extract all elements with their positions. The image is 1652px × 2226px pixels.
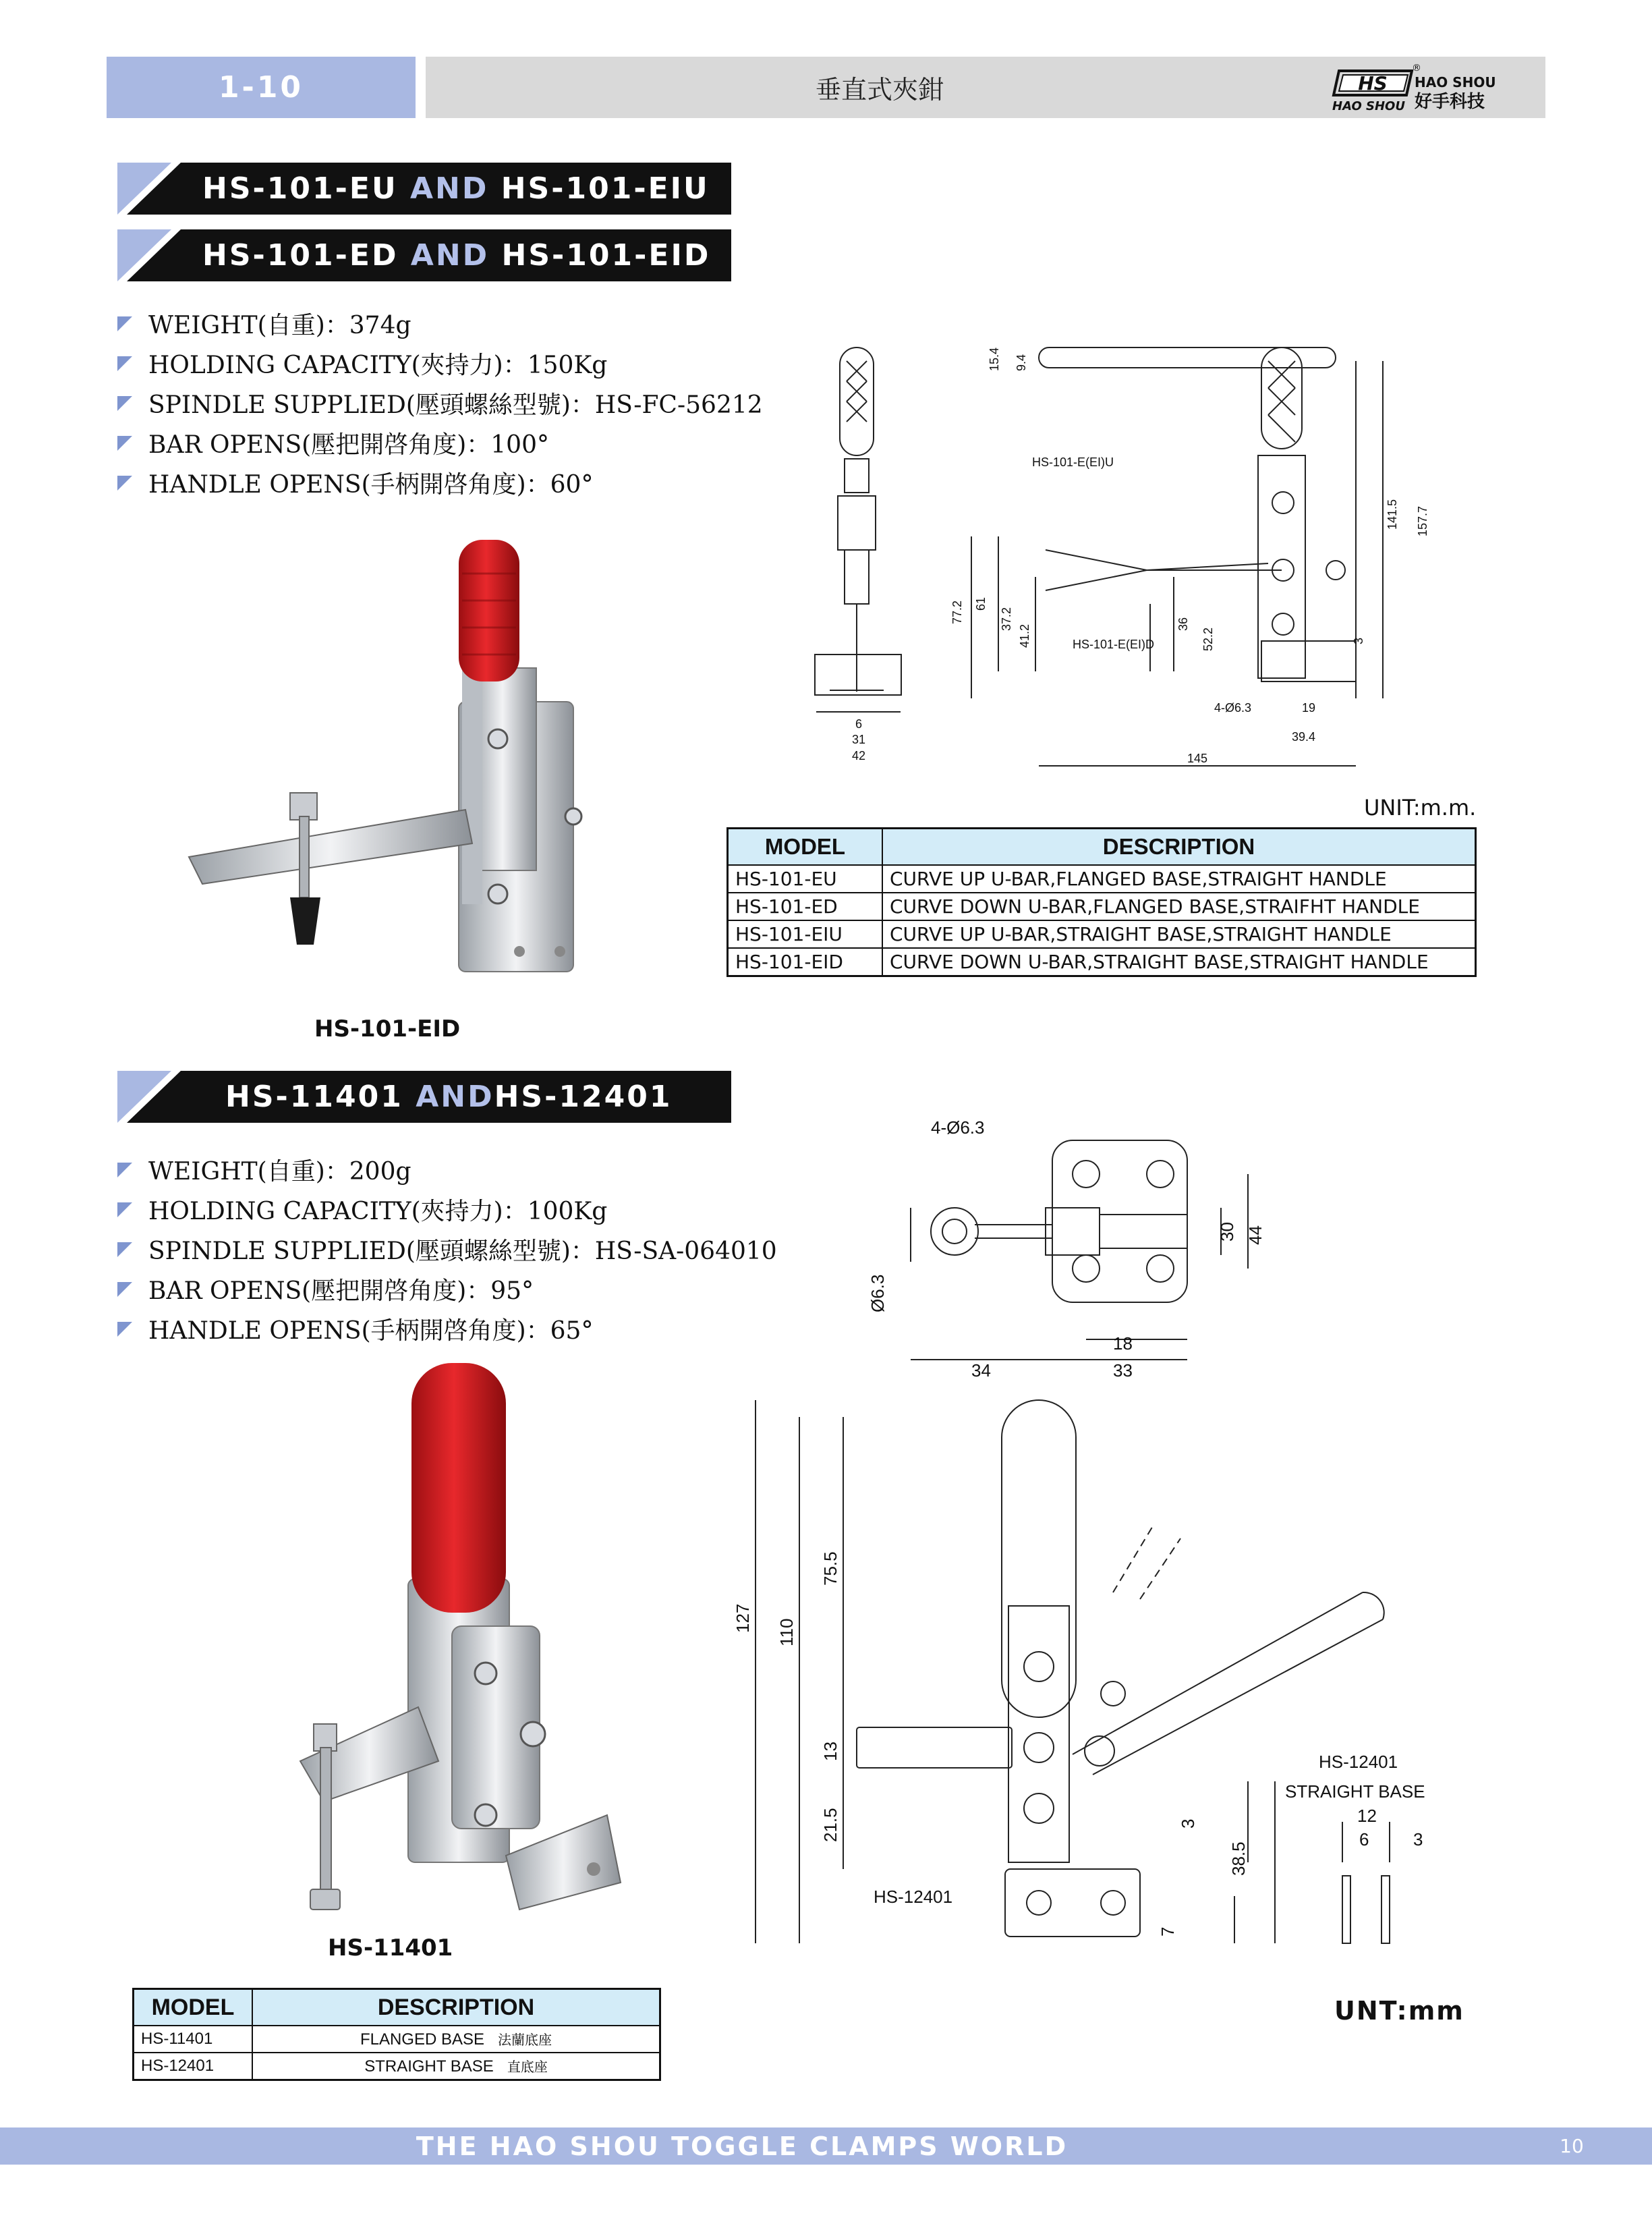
cell-model: HS-12401 [134, 2053, 253, 2080]
photo-caption-2: HS-11401 [328, 1935, 453, 1961]
section2-banner [117, 1071, 731, 1123]
spec-weight [117, 304, 763, 343]
dim: 157.7 [1416, 505, 1429, 536]
model-table-2 [132, 1988, 661, 2081]
cell-description [252, 2026, 660, 2053]
banner-model-2: HS-101-EIU [501, 171, 710, 206]
logo-mark-text: HS [1358, 72, 1388, 94]
dim: 61 [974, 596, 988, 611]
cell-description: CURVE DOWN U-BAR,FLANGED BASE,STRAIFHT HANDLE [882, 893, 1476, 920]
bullet-triangle-icon [117, 396, 132, 411]
dim: 145 [1187, 752, 1208, 765]
table-row [728, 948, 1476, 976]
dim: 38.5 [1228, 1841, 1249, 1876]
dim: 33 [1113, 1360, 1133, 1381]
cell-model: HS-11401 [134, 2026, 253, 2053]
banner-model-2: HS-101-EID [501, 238, 711, 273]
dim: 30 [1217, 1222, 1237, 1242]
dim: 77.2 [950, 600, 964, 624]
table-row [728, 920, 1476, 948]
dim: 31 [852, 733, 866, 746]
table-row [728, 893, 1476, 920]
dim: 6 [1359, 1829, 1369, 1849]
spec-handle-opens [117, 463, 763, 503]
spec-weight [117, 1150, 777, 1190]
unit-label-2: UNT:mm [1334, 1996, 1464, 2026]
bullet-triangle-icon [117, 1202, 132, 1217]
spec-text: BAR OPENS(壓把開啓角度)：100° [148, 431, 549, 459]
cell-model: HS-101-EID [728, 948, 883, 976]
spec-spindle [117, 1229, 777, 1269]
spec-text: SPINDLE SUPPLIED(壓頭螺絲型號)：HS-FC-56212 [148, 391, 763, 419]
table-row [134, 2026, 660, 2053]
spec-text: HOLDING CAPACITY(夾持力)：100Kg [148, 1198, 608, 1225]
dim: 18 [1113, 1333, 1133, 1354]
banner-model-1: HS-11401 [225, 1080, 403, 1114]
technical-drawing-hs-11401 [735, 1107, 1511, 1970]
desc-en: FLANGED BASE [360, 2030, 485, 2049]
banner-model-1: HS-101-EU [202, 171, 398, 206]
bullet-triangle-icon [117, 476, 132, 491]
page-title: 垂直式夾鉗 [815, 75, 944, 105]
product-photo-hs-101-eid [175, 533, 607, 992]
dim: 41.2 [1018, 623, 1031, 648]
dim: 39.4 [1292, 730, 1316, 744]
cell-model: HS-101-EIU [728, 920, 883, 948]
banner-and: AND [410, 171, 489, 206]
bullet-triangle-icon [117, 436, 132, 451]
model-table-1 [727, 827, 1477, 977]
col-description: DESCRIPTION [882, 829, 1476, 866]
bullet-triangle-icon [117, 316, 132, 331]
logo-brand-cn: 好手科技 [1415, 92, 1485, 112]
dim: 127 [733, 1603, 753, 1633]
banner-model-1: HS-101-ED [202, 238, 399, 273]
dim: 75.5 [820, 1551, 841, 1586]
desc-cn: 直底座 [507, 2060, 548, 2075]
page-number: 10 [1560, 2135, 1584, 2157]
spec-text: BAR OPENS(壓把開啓角度)：95° [148, 1277, 534, 1305]
dim: 44 [1245, 1225, 1265, 1245]
dim: 110 [776, 1618, 797, 1646]
straight-base-sub: STRAIGHT BASE [1285, 1781, 1425, 1802]
spec-capacity [117, 343, 763, 383]
cell-description: CURVE DOWN U-BAR,STRAIGHT BASE,STRAIGHT HANDLE [882, 948, 1476, 976]
dim: 3 [1352, 637, 1365, 644]
dim: 15.4 [988, 347, 1001, 371]
dim: 21.5 [820, 1808, 841, 1842]
spec-capacity [117, 1190, 777, 1229]
dim: 36 [1176, 617, 1190, 631]
spec-text: WEIGHT(自重)：200g [148, 1158, 411, 1186]
product-photo-hs-11401 [283, 1356, 634, 1923]
col-description: DESCRIPTION [252, 1989, 660, 2026]
desc-cn: 法蘭底座 [498, 2033, 552, 2048]
spec-bar-opens [117, 423, 763, 463]
footer-text: THE HAO SHOU TOGGLE CLAMPS WORLD [416, 2131, 1069, 2161]
page-code: 1-10 [107, 57, 416, 118]
section1-banner-1 [117, 163, 731, 215]
technical-drawing-hs-101 [796, 334, 1444, 779]
table-row [134, 2053, 660, 2080]
label-holes: 4-Ø6.3 [1214, 701, 1252, 715]
section1-specs [117, 304, 763, 503]
hs-logo-icon [1332, 64, 1541, 113]
table-row [728, 865, 1476, 893]
bullet-triangle-icon [117, 356, 132, 371]
spec-text: HANDLE OPENS(手柄開啓角度)：60° [148, 471, 594, 499]
registered-mark: ® [1412, 63, 1421, 74]
cell-model: HS-101-EU [728, 865, 883, 893]
dim: 6 [855, 717, 863, 731]
label-holes: 4-Ø6.3 [931, 1117, 985, 1138]
dim: 42 [852, 749, 866, 762]
label-lower: HS-101-E(EI)D [1073, 638, 1155, 651]
dim: 19 [1302, 701, 1316, 715]
dim: 3 [1178, 1818, 1198, 1829]
dim: 12 [1357, 1806, 1377, 1826]
dim: 3 [1413, 1829, 1423, 1849]
banner-and: AND [410, 238, 490, 273]
bullet-triangle-icon [117, 1242, 132, 1257]
cell-description: CURVE UP U-BAR,FLANGED BASE,STRAIGHT HANDLE [882, 865, 1476, 893]
cell-model: HS-101-ED [728, 893, 883, 920]
straight-base-title: HS-12401 [1319, 1752, 1398, 1772]
banner-and: AND [416, 1080, 494, 1114]
dim: 37.2 [1000, 607, 1013, 631]
dim: 141.5 [1386, 499, 1399, 530]
dim: 9.4 [1015, 354, 1028, 371]
dim: 34 [971, 1360, 991, 1381]
label-upper: HS-101-E(EI)U [1032, 455, 1114, 469]
col-model: MODEL [134, 1989, 253, 2026]
col-model: MODEL [728, 829, 883, 866]
dim: 7 [1158, 1926, 1178, 1937]
logo-brand-en: HAO SHOU [1415, 74, 1496, 90]
dim: Ø6.3 [867, 1274, 888, 1312]
dim: 52.2 [1201, 627, 1215, 651]
banner-model-2: HS-12401 [494, 1080, 673, 1114]
spec-text: HOLDING CAPACITY(夾持力)：150Kg [148, 352, 608, 379]
section1-banner-2 [117, 229, 731, 281]
spec-handle-opens [117, 1309, 777, 1349]
photo-caption-1: HS-101-EID [314, 1015, 461, 1042]
desc-en: STRAIGHT BASE [364, 2057, 494, 2076]
bullet-triangle-icon [117, 1163, 132, 1177]
unit-label-1: UNIT:m.m. [1364, 795, 1477, 820]
bullet-triangle-icon [117, 1322, 132, 1337]
cell-description: CURVE UP U-BAR,STRAIGHT BASE,STRAIGHT HANDLE [882, 920, 1476, 948]
logo-brand-italic: HAO SHOU [1332, 99, 1405, 113]
section2-specs [117, 1150, 777, 1349]
label-model: HS-12401 [874, 1887, 953, 1907]
spec-text: WEIGHT(自重)：374g [148, 312, 411, 339]
spec-text: SPINDLE SUPPLIED(壓頭螺絲型號)：HS-SA-064010 [148, 1237, 777, 1265]
spec-text: HANDLE OPENS(手柄開啓角度)：65° [148, 1317, 594, 1345]
spec-spindle [117, 383, 763, 423]
cell-description [252, 2053, 660, 2080]
dim: 13 [820, 1742, 841, 1761]
spec-bar-opens [117, 1269, 777, 1309]
bullet-triangle-icon [117, 1282, 132, 1297]
